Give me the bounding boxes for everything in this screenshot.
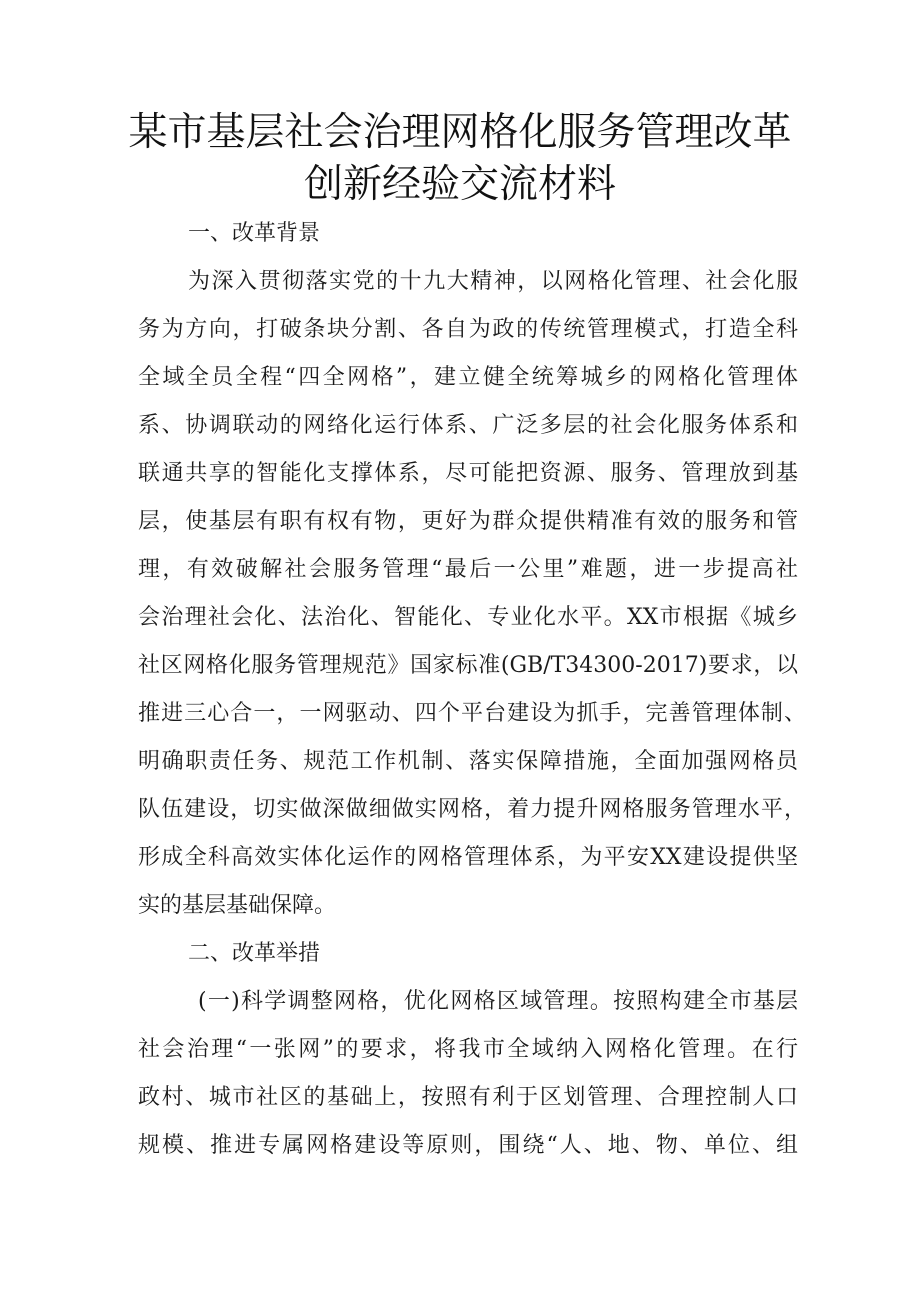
paragraph-line: 务为方向，打破条块分割、各自为政的传统管理模式，打造全科	[138, 317, 798, 342]
paragraph-line: 队伍建设，切实做深做细做实网格，着力提升网格服务管理水平，	[138, 797, 806, 822]
paragraph-line: 形成全科高效实体化运作的网格管理体系，为平安XX建设提供坚	[138, 845, 798, 870]
paragraph-line: 为深入贯彻落实党的十九大精神，以网格化管理、社会化服	[188, 269, 798, 294]
paragraph-line: 全域全员全程“四全网格”，建立健全统筹城乡的网格化管理体	[138, 365, 798, 390]
paragraph-line: 明确职责任务、规范工作机制、落实保障措施，全面加强网格员	[138, 749, 798, 774]
paragraph-line: 层，使基层有职有权有物，更好为群众提供精准有效的服务和管	[138, 509, 798, 534]
paragraph-line: 政村、城市社区的基础上，按照有利于区划管理、合理控制人口	[138, 1085, 798, 1110]
paragraph-line: 实的基层基础保障。	[138, 893, 337, 918]
paragraph-line: 会治理社会化、法治化、智能化、专业化水平。XX市根据《城乡	[138, 605, 798, 630]
paragraph-line: 社会治理“一张网”的要求，将我市全域纳入网格化管理。在行	[138, 1037, 798, 1062]
document-title-line-1: 某市基层社会治理网格化服务管理改革	[128, 110, 792, 155]
paragraph-line: 规模、推进专属网格建设等原则，围绕“人、地、物、单位、组	[138, 1133, 798, 1158]
paragraph-line: 社区网格化服务管理规范》国家标准(GB/T34300-2017)要求，以	[138, 653, 798, 678]
paragraph-line: (一)科学调整网格，优化网格区域管理。按照构建全市基层	[198, 989, 798, 1014]
paragraph-line: 推进三心合一，一网驱动、四个平台建设为抓手，完善管理体制、	[138, 701, 806, 726]
section-heading-measures: 二、改革举措	[188, 941, 321, 966]
section-heading-background: 一、改革背景	[188, 221, 321, 246]
paragraph-line: 理，有效破解社会服务管理“最后一公里”难题，进一步提高社	[138, 557, 798, 582]
paragraph-line: 系、协调联动的网络化运行体系、广泛多层的社会化服务体系和	[138, 413, 798, 438]
paragraph-line: 联通共享的智能化支撑体系，尽可能把资源、服务、管理放到基	[138, 461, 798, 486]
document-title-line-2: 创新经验交流材料	[303, 162, 616, 207]
